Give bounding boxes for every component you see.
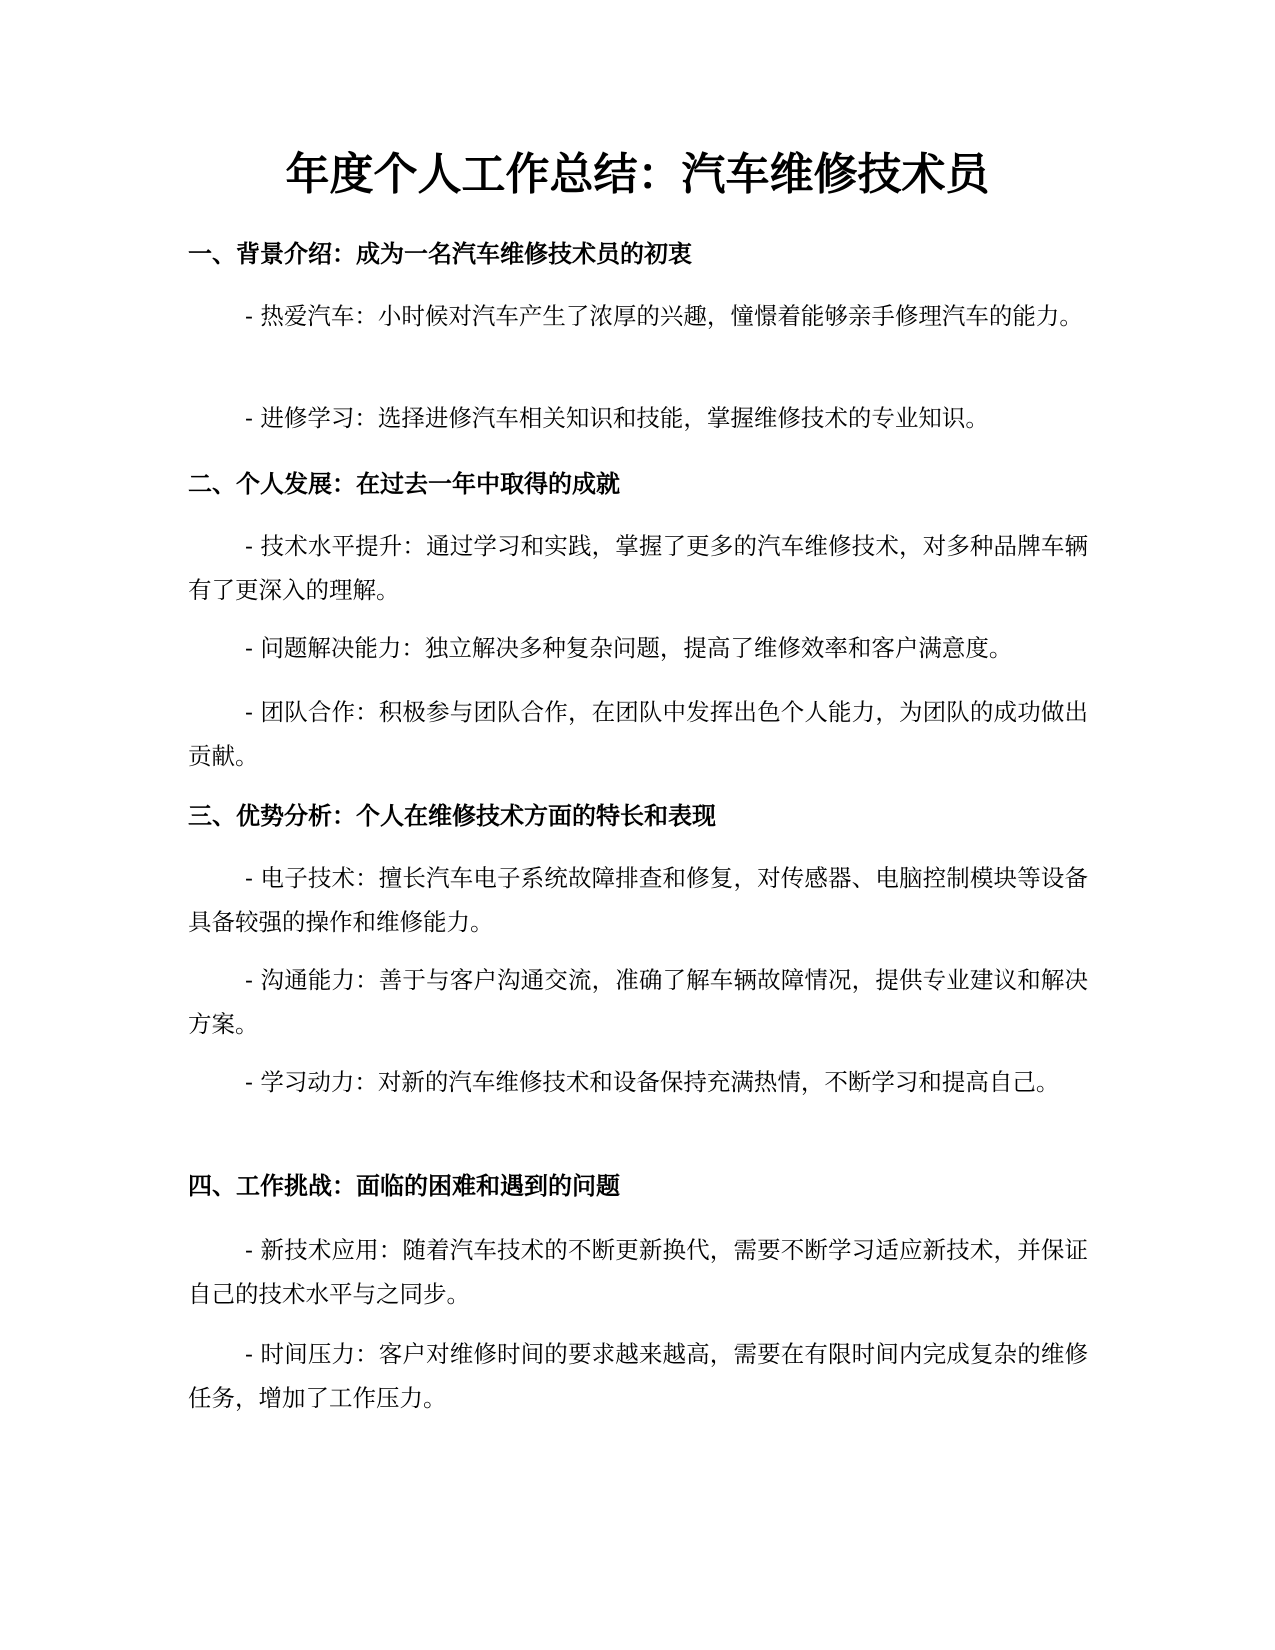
section-heading-personal-development: 二、个人发展：在过去一年中取得的成就 — [188, 470, 620, 498]
paragraph-technical-improvement: - 技术水平提升：通过学习和实践，掌握了更多的汽车维修技术，对多种品牌车辆有了更深入的理解。 — [188, 532, 1088, 604]
paragraph-further-study: - 进修学习：选择进修汽车相关知识和技能，掌握维修技术的专业知识。 — [245, 404, 989, 432]
paragraph-new-technology: - 新技术应用：随着汽车技术的不断更新换代，需要不断学习适应新技术，并保证自己的技术水平与之同步。 — [188, 1236, 1088, 1308]
section-heading-strengths: 三、优势分析：个人在维修技术方面的特长和表现 — [188, 802, 716, 830]
paragraph-problem-solving: - 问题解决能力：独立解决多种复杂问题，提高了维修效率和客户满意度。 — [245, 634, 1013, 662]
paragraph-communication: - 沟通能力：善于与客户沟通交流，准确了解车辆故障情况，提供专业建议和解决方案。 — [188, 966, 1088, 1038]
paragraph-learning-motivation: - 学习动力：对新的汽车维修技术和设备保持充满热情，不断学习和提高自己。 — [245, 1068, 1060, 1096]
section-heading-challenges: 四、工作挑战：面临的困难和遇到的问题 — [188, 1172, 620, 1200]
paragraph-time-pressure: - 时间压力：客户对维修时间的要求越来越高，需要在有限时间内完成复杂的维修任务，增加了工作压力。 — [188, 1340, 1088, 1412]
paragraph-electronics: - 电子技术：擅长汽车电子系统故障排查和修复，对传感器、电脑控制模块等设备具备较强的操作和维修能力。 — [188, 864, 1088, 936]
paragraph-teamwork: - 团队合作：积极参与团队合作，在团队中发挥出色个人能力，为团队的成功做出贡献。 — [188, 698, 1088, 770]
section-heading-background: 一、背景介绍：成为一名汽车维修技术员的初衷 — [188, 240, 692, 268]
paragraph-love-cars: - 热爱汽车：小时候对汽车产生了浓厚的兴趣，憧憬着能够亲手修理汽车的能力。 — [245, 302, 1083, 330]
document-title: 年度个人工作总结：汽车维修技术员 — [285, 149, 990, 200]
